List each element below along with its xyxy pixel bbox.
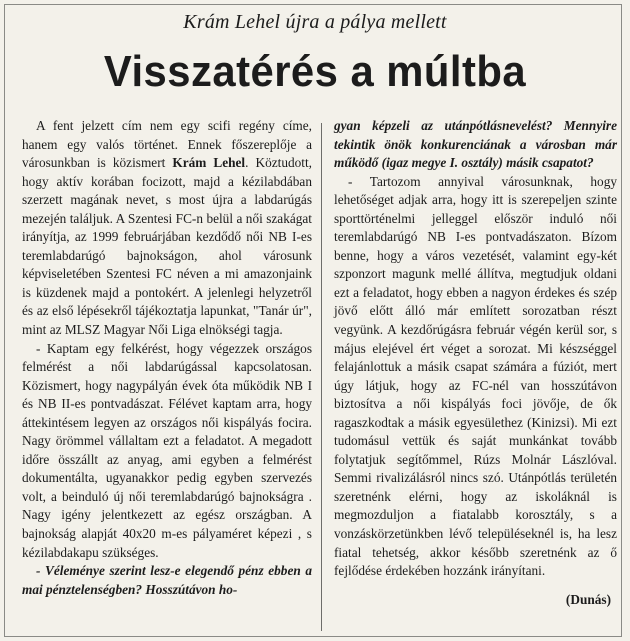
intro-text-end: . Köztudott, hogy aktív korában focizott, majd a kézilabdában szerzett magának nevet, s most újra a labdarúgás mezején találjuk. A Szentesi FC-n belül a női szakágat irányítja, az 1999 februárjában kezdődő női NB I-es teremlabdarúgó bajnokságon, ahol városunk képviseletében Szentesi FC néven a mi amazonjaink is küzdenek majd a pontokért. A jelenlegi helyzetről és az első lépésekről tájékoztatja lapunkat, "Tanár úr", mint az MLSZ Magyar Női Liga elnökségi tagja. <box>22 155 312 338</box>
person-name: Krám Lehel <box>172 155 246 171</box>
article-byline: (Dunás) <box>565 592 611 607</box>
question-paragraph-start: - Véleménye szerint lesz-e elegendő pénz ebben a mai pénztelenségben? Hosszútávon ho- <box>22 563 312 597</box>
column-divider <box>321 123 322 631</box>
article-headline: Visszatérés a múltba <box>103 47 527 96</box>
article-kicker: Krám Lehel újra a pálya mellett <box>183 11 447 33</box>
intro-text-start: A fent jelzett cím nem egy scifi regény címe, hanem egy valós történet. Ennek főszereplője a városunkban is közismert <box>22 118 312 171</box>
first-answer-paragraph: - Kaptam egy felkérést, hogy végezzek országos felmérést a női labdarúgással kapcsolatosan. Közismert, hogy nagypályán évek óta működik NB I és NB II-es pontvadászat. Félévet kaptam arra, hogy áttekintésem legyen az országos női kispályás focira. Nagy örömmel vállaltam ezt a feladatot. A megadott időre összállt az anyag, ami egyben a felmérést dokumentálta, ugyanakkor pedig egyben szervezés volt, a beinduló új női teremlabdarúgó bajnokságra . Nagy igény jelentkezett az egész országban. A bajnokság alapját 40x20 m-es pályaméret képezi , s kézilabdakapu szükséges. <box>22 340 312 560</box>
left-column <box>22 117 312 599</box>
right-column <box>334 117 617 581</box>
question-paragraph-end: gyan képzeli az utánpótlásnevelést? Mennyire tekintik önök konkurenciának a városban már működő (igaz megye I. osztály) másik csapatot? <box>334 118 617 171</box>
intro-paragraph <box>22 117 312 340</box>
second-answer-paragraph: - Tartozom annyival városunknak, hogy lehetőséget adjak arra, hogy itt is szerepeljen szinte sporttörténelmi jelleggel először induló női teremlabdarúgó NB I-es pontvadászaton. Bízom benne, hogy a város vezetését, valamint egy-két szponzort magunk mellé állítva, megtudjuk oldani ezt a feladatot, hogy ebben a nagyon érdekes és szép jövő előtt álló már említett sorozatban részt vegyünk. A kezdőrúgásra február végén kerül sor, s május elejével ért véget a sorozat. Mi készséggel felajánlottuk a másik csapat számára a fúziót, mert úgy látjuk, hogy az FC-nél van hosszútávon biztosítva a női kispályás foci jövője, de ők ragaszkodtak a másik egyesülethez (Kinizsi). Mi ezt tudomásul vettük és saját munkánkat tovább folytatjuk segítőmmel, Rúzs Molnár Lászlóval. Semmi rivalizálásról nincs szó. Utánpótlás területén szeretnénk elérni, hogy az iskoláknál is megmozduljon a fiatalabb korosztály, s a vonzáskörzetünkben lévő településeknél is, ha lesz fiatal tehetség, akkor később szeretnénk az ő fejlődése érdekében hozzánk irányítani. <box>334 173 617 579</box>
